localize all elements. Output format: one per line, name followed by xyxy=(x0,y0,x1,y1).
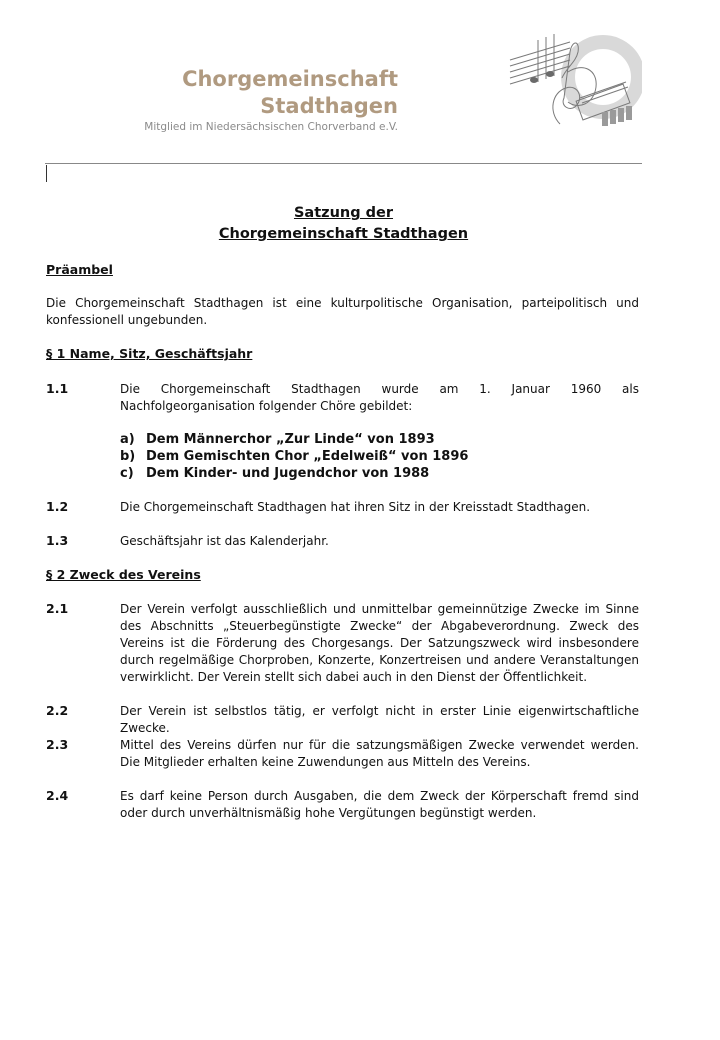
clause-number-2-4: 2.4 xyxy=(46,788,69,803)
clause-text-2-1: Der Verein verfolgt ausschließlich und unmittelbar gemeinnützige Zwecke im Sinne des Abschnitts „Steuerbegünstigte Zwecke“ der Abgabeverordnung. Zweck des Vereins ist die Förderung des Chorgesangs. Der Satzungszweck wird insbesondere durch regelmäßige Chorproben, Konzerte, Konzertreisen und andere Veranstaltungen verwirklicht. Der Verein stellt sich dabei auch in den Dienst der Öffentlichkeit. xyxy=(120,602,639,684)
document-title-line2: Chorgemeinschaft Stadthagen xyxy=(218,226,469,242)
section-2-heading: § 2 Zweck des Vereins xyxy=(46,567,201,582)
clause-text-2-2: Der Verein ist selbstlos tätig, er verfolgt nicht in erster Linie eigenwirtschaftliche Zwecke. xyxy=(120,704,639,735)
organization-name-line1: Chorgemeinschaft xyxy=(182,67,398,91)
clause-number-1-3: 1.3 xyxy=(46,533,69,548)
list-item xyxy=(120,465,468,482)
header-divider xyxy=(45,163,642,164)
list-item-text: Dem Kinder- und Jugendchor von 1988 xyxy=(146,466,430,481)
preamble-text: Die Chorgemeinschaft Stadthagen ist eine kulturpolitische Organisation, parteipolitisch und konfessionell ungebunden. xyxy=(46,296,639,327)
list-item-letter: b) xyxy=(120,449,136,464)
clause-number-2-1: 2.1 xyxy=(46,601,69,616)
clause-text-1-3: Geschäftsjahr ist das Kalenderjahr. xyxy=(120,534,329,548)
list-item xyxy=(120,448,468,465)
clause-number-1-2: 1.2 xyxy=(46,499,69,514)
clause-text-2-3: Mittel des Vereins dürfen nur für die satzungsmäßigen Zwecke verwendet werden. Die Mitglieder erhalten keine Zuwendungen aus Mitteln des Vereins. xyxy=(120,738,639,769)
organization-name-line2: Stadthagen xyxy=(260,94,398,118)
clause-text-2-4: Es darf keine Person durch Ausgaben, die dem Zweck der Körperschaft fremd sind oder durch unverhältnismäßig hohe Vergütungen begünstigt werden. xyxy=(120,789,639,820)
section-1-heading: § 1 Name, Sitz, Geschäftsjahr xyxy=(46,346,253,361)
list-item-letter: a) xyxy=(120,432,135,447)
list-item-letter: c) xyxy=(120,466,134,481)
clause-number-1-1: 1.1 xyxy=(46,381,69,396)
list-item xyxy=(120,431,468,448)
organization-name xyxy=(182,66,398,120)
clause-number-2-2: 2.2 xyxy=(46,703,69,718)
text-cursor xyxy=(46,165,47,182)
document-title-line1: Satzung der xyxy=(293,205,394,221)
clause-text-1-1: Die Chorgemeinschaft Stadthagen wurde am 1. Januar 1960 als Nachfolgeorganisation folgender Chöre gebildet: xyxy=(120,382,639,413)
preamble-heading: Präambel xyxy=(46,262,113,277)
clause-number-2-3: 2.3 xyxy=(46,737,69,752)
document-title xyxy=(45,203,642,245)
music-instruments-logo xyxy=(508,32,642,142)
organization-subtitle: Mitglied im Niedersächsischen Chorverband e.V. xyxy=(144,121,398,133)
clause-text-1-2: Die Chorgemeinschaft Stadthagen hat ihren Sitz in der Kreisstadt Stadthagen. xyxy=(120,500,591,514)
founding-choirs-list xyxy=(120,431,468,482)
list-item-text: Dem Männerchor „Zur Linde“ von 1893 xyxy=(146,432,435,447)
list-item-text: Dem Gemischten Chor „Edelweiß“ von 1896 xyxy=(146,449,469,464)
